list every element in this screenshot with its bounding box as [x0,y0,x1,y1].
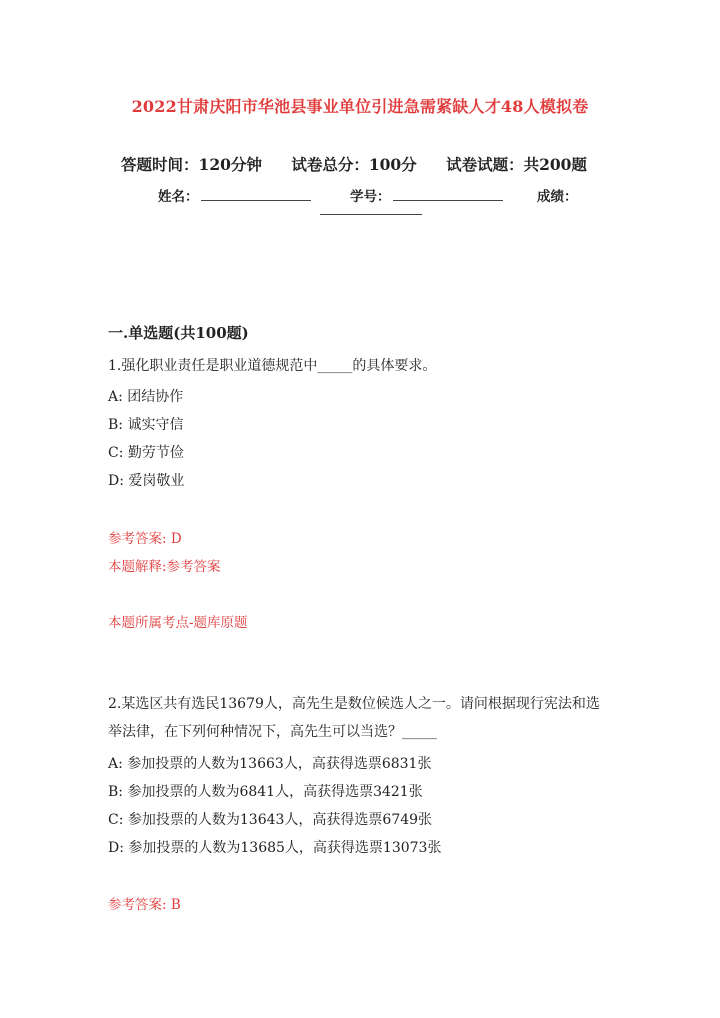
name-field [158,185,311,205]
section-title: 一.单选题(共100题) [108,324,249,342]
name-label: 姓名： [158,189,199,205]
exam-title: 2022甘肃庆阳市华池县事业单位引进急需紧缺人才48人模拟卷 [131,97,589,116]
question-1-option-d: D: 爱岗敬业 [108,473,185,489]
question-2-option-b: B: 参加投票的人数为6841人，高获得选票3421张 [108,784,423,800]
exam-time: 答题时间：120分钟 [121,155,262,174]
exam-meta [0,153,720,175]
name-blank [201,187,311,201]
question-2-option-a: A: 参加投票的人数为13663人，高获得选票6831张 [108,756,432,772]
question-1-stem: 1.强化职业责任是职业道德规范中_____的具体要求。 [108,358,437,374]
exam-total-score: 试卷总分：100分 [291,155,417,174]
id-label: 学号： [350,189,391,205]
score-field [537,185,578,205]
question-1-option-a: A: 团结协作 [108,389,184,405]
question-1-topic: 本题所属考点-题库原题 [108,615,248,631]
question-2-option-d: D: 参加投票的人数为13685人，高获得选票13073张 [108,840,442,856]
score-label: 成绩： [537,189,578,205]
question-2-stem: 2.某选区共有选民13679人，高先生是数位候选人之一。请问根据现行宪法和选举法律，在下列何种情况下，高先生可以当选？_____ [108,696,600,740]
question-1-answer: 参考答案: D [108,531,182,547]
question-1-option-b: B: 诚实守信 [108,417,184,433]
id-blank [393,187,503,201]
exam-total-questions: 试卷试题：共200题 [446,155,587,174]
question-1-option-c: C: 勤劳节俭 [108,445,184,461]
question-1-explanation: 本题解释:参考答案 [108,559,221,575]
score-blank [320,200,422,215]
question-2-answer: 参考答案: B [108,897,181,913]
question-2-option-c: C: 参加投票的人数为13643人，高获得选票6749张 [108,812,433,828]
